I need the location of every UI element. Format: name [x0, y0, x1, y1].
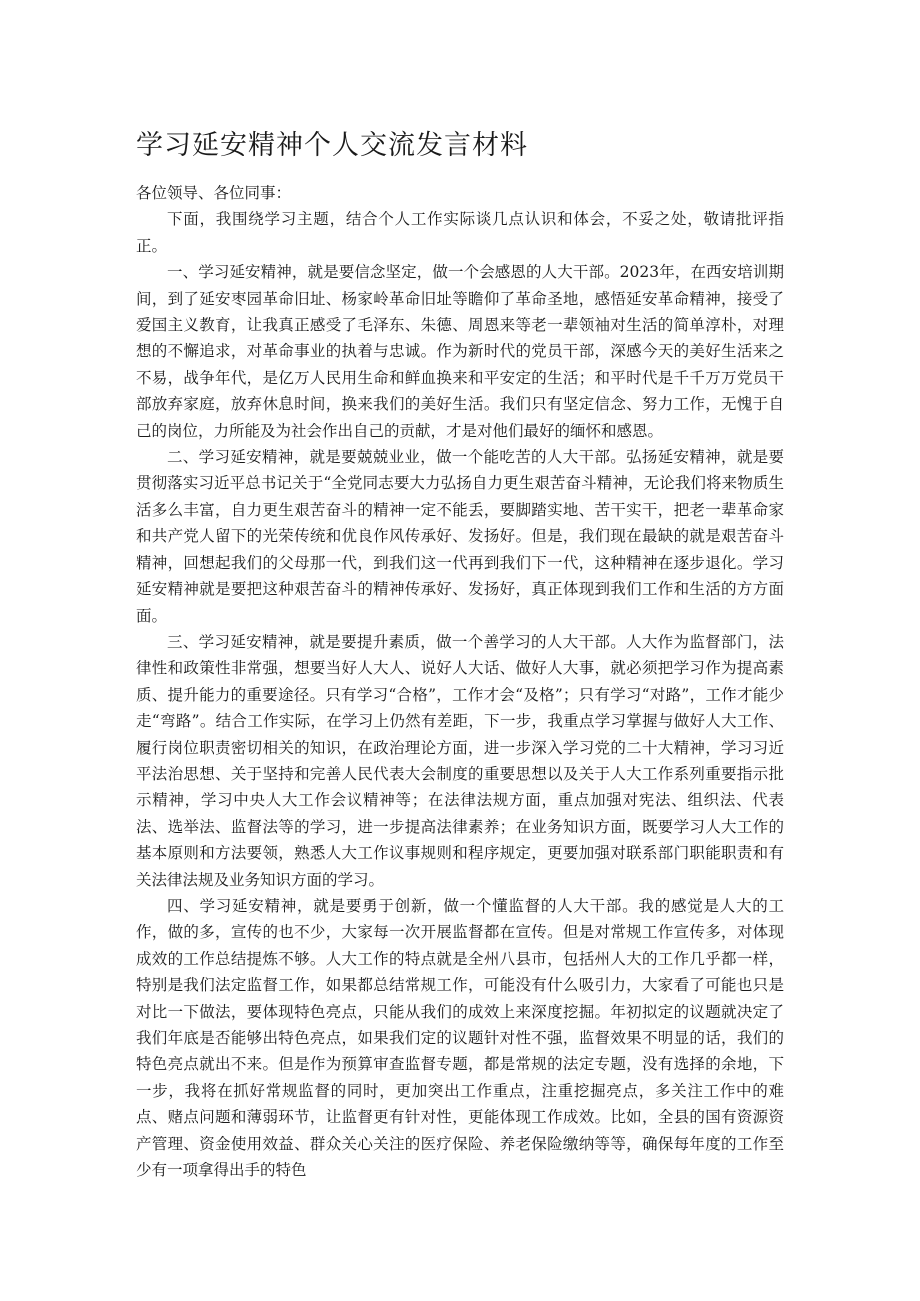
paragraph-section-3: 三、学习延安精神，就是要提升素质，做一个善学习的人大干部。人大作为监督部门，法律性和政策性非常强，想要当好人大人、说好人大话、做好人大事，就必须把学习作为提高素质、提升能力的重要途径。只有学习“合格”，工作才会“及格”；只有学习“对路”，工作才能少走“弯路”。结合工作实际，在学习上仍然有差距，下一步，我重点学习掌握与做好人大工作、履行岗位职责密切相关的知识，在政治理论方面，进一步深入学习党的二十大精神，学习习近平法治思想、关于坚持和完善人民代表大会制度的重要思想以及关于人大工作系列重要指示批示精神，学习中央人大工作会议精神等；在法律法规方面，重点加强对宪法、组织法、代表法、选举法、监督法等的学习，进一步提高法律素养；在业务知识方面，既要学习人大工作的基本原则和方法要领，熟悉人大工作议事规则和程序规定，更要加强对联系部门职能职责和有关法律法规及业务知识方面的学习。	[136, 632, 784, 889]
document-body	[136, 180, 784, 1183]
paragraph-section-2: 二、学习延安精神，就是要兢兢业业，做一个能吃苦的人大干部。弘扬延安精神，就是要贯彻落实习近平总书记关于“全党同志要大力弘扬自力更生艰苦奋斗精神，无论我们将来物质生活多么丰富，自力更生艰苦奋斗的精神一定不能丢，要脚踏实地、苦干实干，把老一辈革命家和共产党人留下的光荣传统和优良作风传承好、发扬好。但是，我们现在最缺的就是艰苦奋斗精神，回想起我们的父母那一代，到我们这一代再到我们下一代，这种精神在逐步退化。学习延安精神就是要把这种艰苦奋斗的精神传承好、发扬好，真正体现到我们工作和生活的方方面面。	[136, 448, 784, 625]
salutation: 各位领导、各位同事：	[136, 184, 292, 202]
document-title: 学习延安精神个人交流发言材料	[136, 130, 528, 161]
paragraph-intro: 下面，我围绕学习主题，结合个人工作实际谈几点认识和体会，不妥之处，敬请批评指正。	[136, 210, 784, 255]
paragraph-section-1: 一、学习延安精神，就是要信念坚定，做一个会感恩的人大干部。2023年，在西安培训期间，到了延安枣园革命旧址、杨家岭革命旧址等瞻仰了革命圣地，感悟延安革命精神，接受了爱国主义教育，让我真正感受了毛泽东、朱德、周恩来等老一辈领袖对生活的简单淳朴，对理想的不懈追求，对革命事业的执着与忠诚。作为新时代的党员干部，深感今天的美好生活来之不易，战争年代，是亿万人民用生命和鲜血换来和平安定的生活；和平时代是千千万万党员干部放弃家庭，放弃休息时间，换来我们的美好生活。我们只有坚定信念、努力工作，无愧于自己的岗位，力所能及为社会作出自己的贡献，才是对他们最好的缅怀和感恩。	[136, 263, 784, 440]
paragraph-section-4: 四、学习延安精神，就是要勇于创新，做一个懂监督的人大干部。我的感觉是人大的工作，做的多，宣传的也不少，大家每一次开展监督都在宣传。但是对常规工作宣传多，对体现成效的工作总结提炼不够。人大工作的特点就是全州八县市，包括州人大的工作几乎都一样，特别是我们法定监督工作，如果都总结常规工作，可能没有什么吸引力，大家看了可能也只是对比一下做法，要体现特色亮点，只能从我们的成效上来深度挖掘。年初拟定的议题就决定了我们年底是否能够出特色亮点，如果我们定的议题针对性不强，监督效果不明显的话，我们的特色亮点就出不来。但是作为预算审查监督专题，都是常规的法定专题，没有选择的余地，下一步，我将在抓好常规监督的同时，更加突出工作重点，注重挖掘亮点，多关注工作中的难点、赌点问题和薄弱环节，让监督更有针对性，更能体现工作成效。比如，全县的国有资源资产管理、资金使用效益、群众关心关注的医疗保险、养老保险缴纳等等，确保每年度的工作至少有一项拿得出手的特色	[136, 896, 784, 1180]
